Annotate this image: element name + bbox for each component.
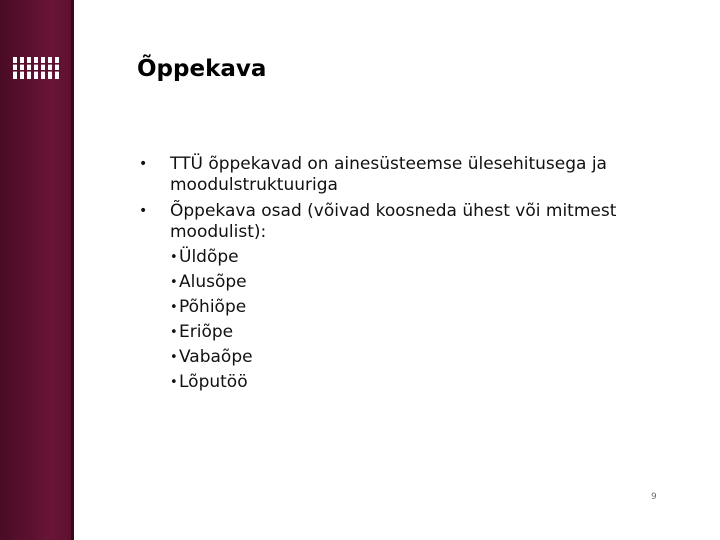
bullet-marker: •: [170, 275, 178, 290]
slide-content: [137, 154, 697, 398]
sub-bullet-item: [170, 297, 697, 318]
sub-bullet-list: [170, 247, 697, 393]
bullet-marker: •: [170, 325, 178, 340]
sub-bullet-item: [170, 322, 697, 343]
bullet-marker: •: [170, 300, 178, 315]
sub-bullet-text: Alusõpe: [179, 272, 247, 292]
sub-bullet-item: [170, 272, 697, 293]
bullet-text: TTÜ õppekavad on ainesüsteemse ülesehitusega ja moodulstruktuuriga: [170, 154, 607, 195]
sub-bullet-text: Üldõpe: [179, 247, 239, 267]
bullet-marker: •: [139, 156, 148, 172]
bullet-list: [137, 154, 697, 393]
sub-bullet-text: Lõputöö: [179, 372, 248, 392]
sub-bullet-item: [170, 347, 697, 368]
sidebar-band: [0, 0, 74, 540]
bullet-marker: •: [170, 250, 178, 265]
bullet-marker: •: [170, 375, 178, 390]
slide-title: Õppekava: [137, 56, 267, 82]
sub-bullet-text: Vabaõpe: [179, 347, 253, 367]
sub-bullet-text: Eriõpe: [179, 322, 234, 342]
university-logo-icon: [13, 57, 61, 79]
sub-bullet-item: [170, 247, 697, 268]
bullet-item: [137, 154, 697, 196]
sub-bullet-text: Põhiõpe: [179, 297, 247, 317]
bullet-marker: •: [139, 203, 148, 219]
page-number: 9: [651, 492, 657, 502]
bullet-item: [137, 201, 697, 393]
bullet-marker: •: [170, 350, 178, 365]
bullet-text: Õppekava osad (võivad koosneda ühest või mitmest moodulist):: [170, 201, 617, 242]
sub-bullet-item: [170, 372, 697, 393]
